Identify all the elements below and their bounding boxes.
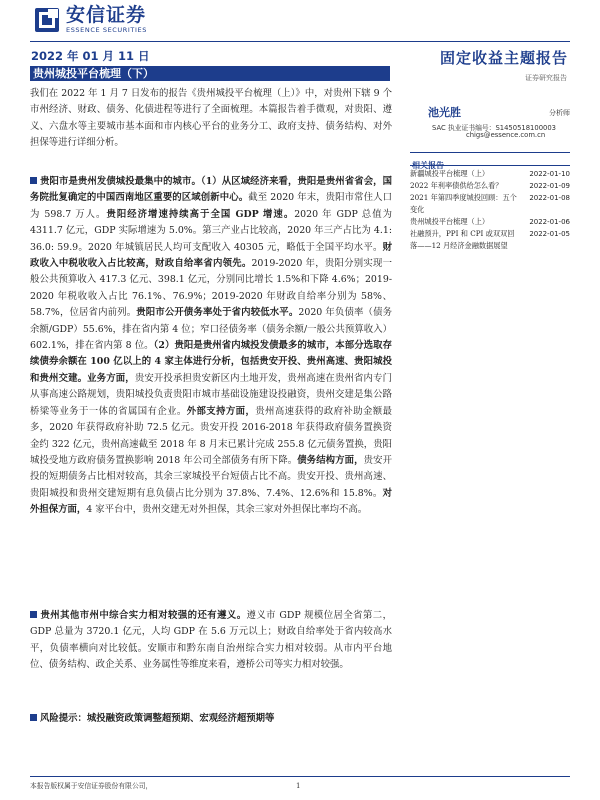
zunyi-paragraph xyxy=(30,608,392,674)
author-role: 分析师 xyxy=(549,109,570,117)
paragraph-run: 外部支持方面， xyxy=(186,405,256,417)
author-email[interactable]: chigs@essence.com.cn xyxy=(466,131,546,139)
paragraph-run: 贵阳经济增速持续高于全国 GDP 增速。 xyxy=(106,208,295,220)
paragraph-run: 2020 年 GDP 总值为 4311.7 亿元，GDP 实际增速为 5.0%。第三产业占比较高，2020 年三产占比为 4.1: 36.0: 59.9。2020 年城镇居民人均可支配收入 40305 元，略低于全国平均水平。 xyxy=(30,208,392,253)
related-report-title: 新疆城投平台梳理（上） xyxy=(410,169,490,178)
report-type: 固定收益主题报告 xyxy=(439,49,568,67)
paragraph-run: 对外担保方面， xyxy=(30,487,392,516)
page-number: 1 xyxy=(296,782,301,790)
paragraph-run: （2）贵阳是贵州省内城投发债最多的城市，本部分选取存续债券余额在 100 亿以上的 4 家主体进行分析，包括贵安开投、贵州高速、贵阳城投和贵州交建。业务方面， xyxy=(30,340,392,384)
bullet-icon xyxy=(30,177,37,184)
paragraph-run: 贵州高速获得的政府补助金额最多，2020 年获得政府补助 72.5 亿元。贵安开投 2016-2018 年获得政府债务置换资金约 322 亿元，贵州高速截至 2018 年 8 月末已累计完成 255.8 亿元债务置换，贵阳城投受地方政府债务置换影响 2018 年公司全部债务有所下降。 xyxy=(30,405,392,466)
author-sac: SAC 执业证书编号：S1450518100003 xyxy=(432,124,556,132)
risk-warning xyxy=(30,711,392,727)
paragraph-run: 贵安开投的短期债务占比相对较高，其余三家城投平台短债占比不高。贵安开投、贵州高速、贵阳城投和贵州交建短期有息负债占比分别为 37.8%、7.4%、12.6%和 15.8%。 xyxy=(30,454,392,499)
related-report-title: 2022 年利率债供给怎么看？ xyxy=(410,181,503,190)
related-report-date: 2022-01-09 xyxy=(529,182,570,190)
risk-warning-text: 风险提示：城投融资政策调整超预期、宏观经济超预期等 xyxy=(40,713,275,724)
related-report-title: 贵州城投平台梳理（上） xyxy=(410,217,490,226)
paragraph-run: 遵义市 GDP 规模位居全省第二，GDP 总量为 3720.1 亿元，人均 GDP 在 5.6 万元以上；财政自给率处于省内较高水平，负债率横向对比较低。安顺市和黔东南自治州综合实力相对较弱。从市内平台地位、债务结构、政企关系、业务属性等维度来看，遵桥公司等实力相对较强。 xyxy=(30,610,392,671)
related-report-date: 2022-01-10 xyxy=(529,170,570,178)
paragraph-run: 2019-2020 年，贵阳分别实现一般公共预算收入 417.3 亿元、398.1 亿元，分别同比增长 1.5%和下降 4.6%；2019-2020 年税收收入占比 76.1%、76.9%；2019-2020 年财政自给率分别为 58%、58.7%，位居省内前列。 xyxy=(30,258,392,319)
guiyang-paragraph xyxy=(30,174,392,519)
report-subtype: 证券研究报告 xyxy=(525,74,567,82)
paragraph-run: 贵州其他市州中综合实力相对较强的还有遵义。 xyxy=(40,610,247,621)
header-divider xyxy=(30,41,570,42)
report-date: 2022 年 01 月 11 日 xyxy=(31,49,150,63)
logo-cn-text: 安信证券 xyxy=(66,4,147,26)
related-report-item[interactable] xyxy=(410,228,570,252)
paragraph-run: 债务结构方面， xyxy=(297,454,364,466)
report-title: 贵州城投平台梳理（下） xyxy=(33,67,154,80)
paragraph-run: 2020 年负债率（债务余额/GDP）55.6%，排在省内第 4 位；窄口径债务率（债务余额/一般公共预算收入）602.1%，排在省内第 8 位。 xyxy=(30,307,392,352)
paragraph-run: 截至 2020 年末，贵阳市常住人口为 598.7 万人。 xyxy=(30,192,392,220)
related-heading-text: 相关报告 xyxy=(412,160,444,170)
related-report-item[interactable] xyxy=(410,216,570,228)
paragraph-run: 贵阳市是贵州发债城投最集中的城市。（1）从区域经济来看，贵阳是贵州省省会，国务院批复确定的中国西南地区重要的区域创新中心。 xyxy=(30,176,392,204)
bullet-icon xyxy=(30,611,37,618)
logo-en-text: ESSENCE SECURITIES xyxy=(66,26,147,34)
related-report-item[interactable] xyxy=(410,168,570,180)
related-report-title: 2021 年第四季度城投回顾：五个变化 xyxy=(410,193,517,214)
related-report-date: 2022-01-08 xyxy=(529,194,570,202)
related-report-item[interactable] xyxy=(410,192,570,216)
footer-divider xyxy=(30,776,570,777)
paragraph-run: 4 家平台中，贵州交建无对外担保，其余三家对外担保比率均不高。 xyxy=(86,504,368,516)
footer-disclaimer: 本报告版权属于安信证券股份有限公司， xyxy=(30,782,153,790)
intro-paragraph: 我们在 2022 年 1 月 7 日发布的报告《贵州城投平台梳理（上）》中，对贵州下辖 9 个市州经济、财政、债务、化债进程等进行了全面梳理。本篇报告着手微观，对贵阳、遵义、六盘水等主要城市基本面和市内核心平台的业务分工、政府支持、债务结构、对外担保等进行详细分析。 xyxy=(30,88,392,149)
paragraph-run: 财政收入中税收收入占比较高，财政自给率省内领先。 xyxy=(30,241,392,270)
related-report-date: 2022-01-05 xyxy=(529,230,570,238)
brand-logo xyxy=(34,5,147,34)
paragraph-run: 贵安开投承担贵安新区内土地开发，贵州高速在贵州省内专门从事高速公路规划，贵阳城投负责贵阳市城市基础设施建设投融资，贵州交建是集公路桥梁等业务于一体的省属国有企业。 xyxy=(30,372,392,417)
author-name: 池光胜 xyxy=(428,106,461,119)
related-report-item[interactable] xyxy=(410,180,570,192)
paragraph-run: 贵阳市公开债务率处于省内较低水平。 xyxy=(136,307,299,319)
related-reports-heading xyxy=(410,152,570,170)
related-report-title: 社融预升，PPI 和 CPI 或双双回落——12 月经济金融数据展望 xyxy=(410,229,515,250)
related-reports-list xyxy=(410,168,570,252)
logo-mark-icon xyxy=(34,7,60,33)
related-report-date: 2022-01-06 xyxy=(529,218,570,226)
bullet-icon xyxy=(30,714,37,721)
title-bar xyxy=(30,66,390,81)
